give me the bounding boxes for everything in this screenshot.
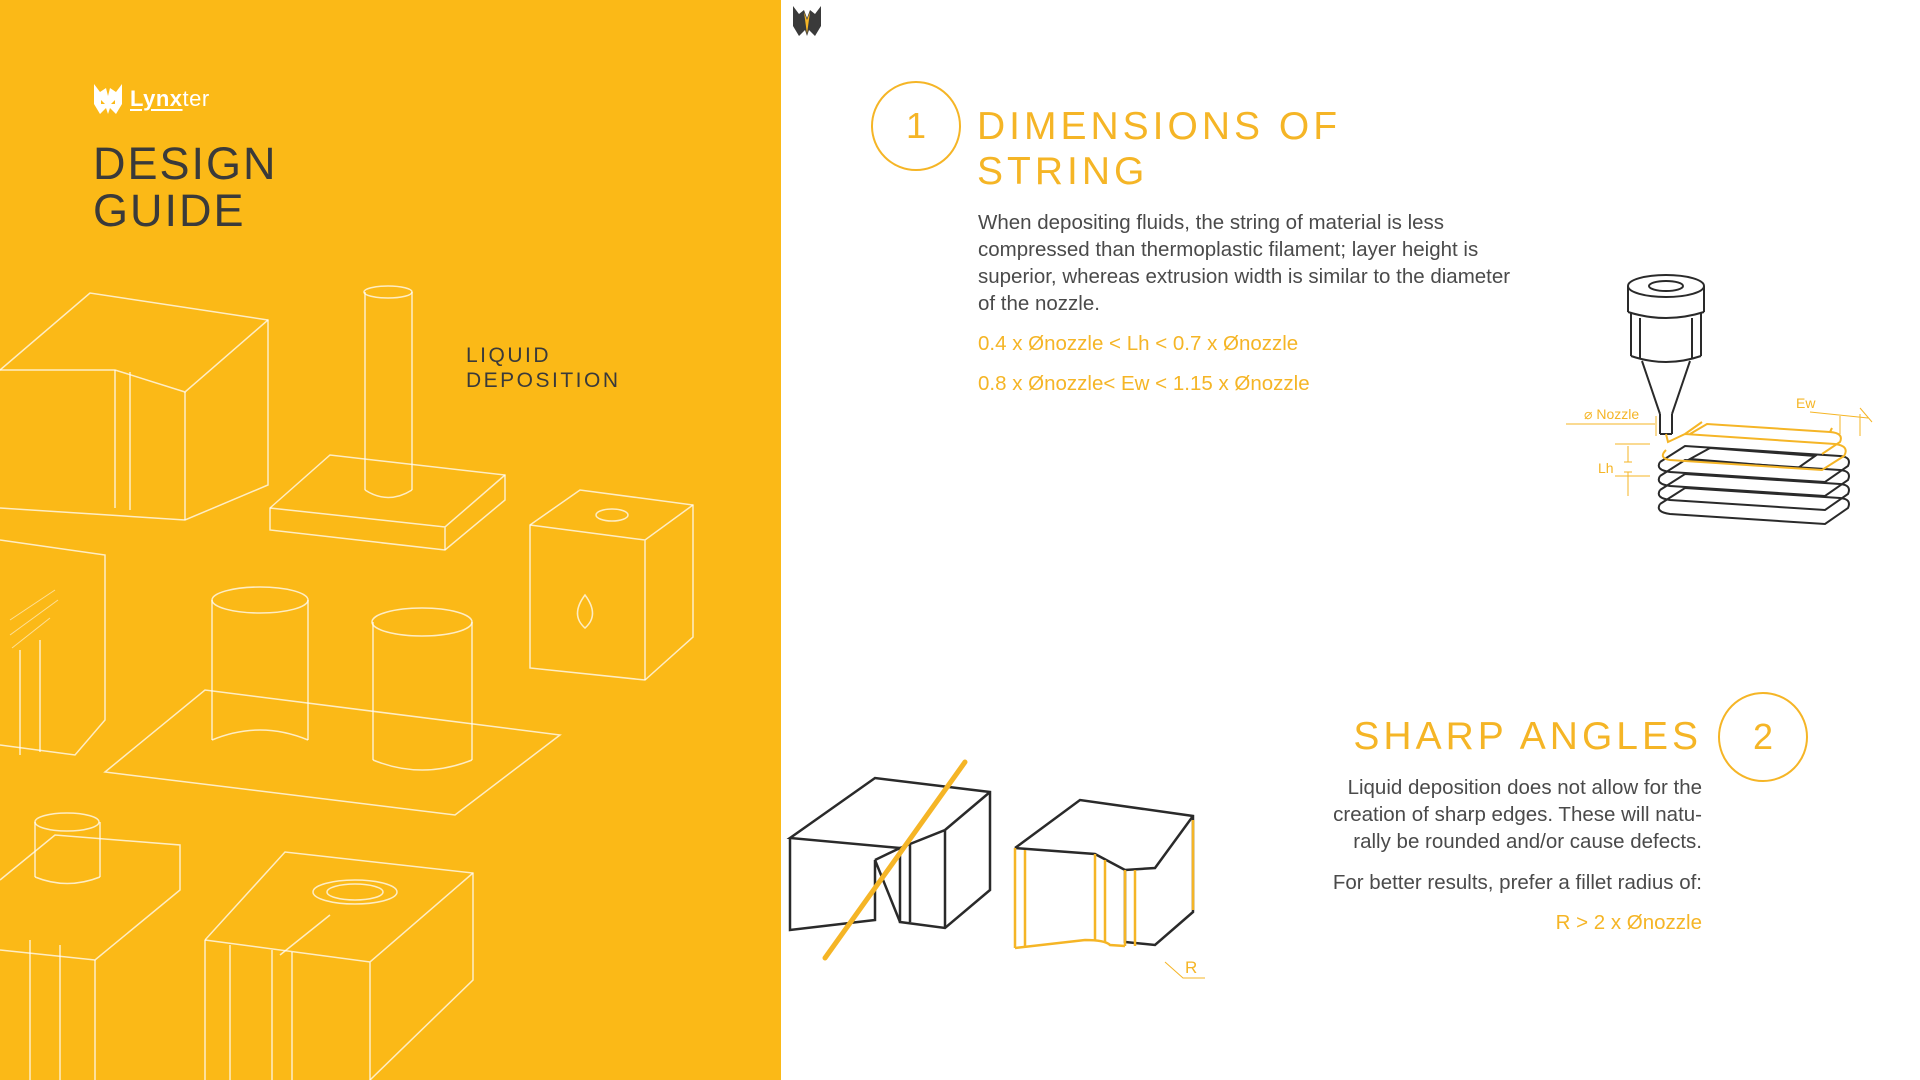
section2-body: Liquid deposition does not allow for the creation of sharp edges. These will natu- rally be rounded and/or cause defects. [1333,776,1702,853]
section1-body: When depositing fluids, the string of material is less compressed than thermoplastic filament; layer height is superior, whereas extrusion width is similar to the diameter of the nozzle. [978,211,1511,315]
nozzle-string-diagram [1560,266,1880,536]
cover-panel [0,0,781,1080]
ew-label: Ew [1796,395,1816,411]
cover-title: DESIGN GUIDE [93,138,278,236]
brand-logo [92,82,210,116]
lynx-logo-icon [92,82,124,116]
brand-name: Lynxter [130,86,210,111]
lh-label: Lh [1598,460,1614,476]
section2-title: SHARP ANGLES [1353,715,1702,758]
cover-subtitle: LIQUID DEPOSITION [466,344,621,392]
section1-title: DIMENSIONS OF STRING [977,105,1342,193]
section2-fillet-note: For better results, prefer a fillet radius of: [1332,871,1702,894]
section1-number-badge: 1 [871,81,961,171]
lynx-mark-icon [792,4,822,38]
section2-number-badge: 2 [1718,692,1808,782]
nozzle-label: ⌀ Nozzle [1584,406,1640,422]
section1-formula-ew: 0.8 x Ønozzle< Ew < 1.15 x Ønozzle [978,372,1310,395]
section1-formula-lh: 0.4 x Ønozzle < Lh < 0.7 x Ønozzle [978,332,1299,355]
section2-formula-radius: R > 2 x Ønozzle [1555,911,1702,934]
sharp-angles-diagram [785,750,1215,1000]
radius-label: R [1185,958,1198,977]
